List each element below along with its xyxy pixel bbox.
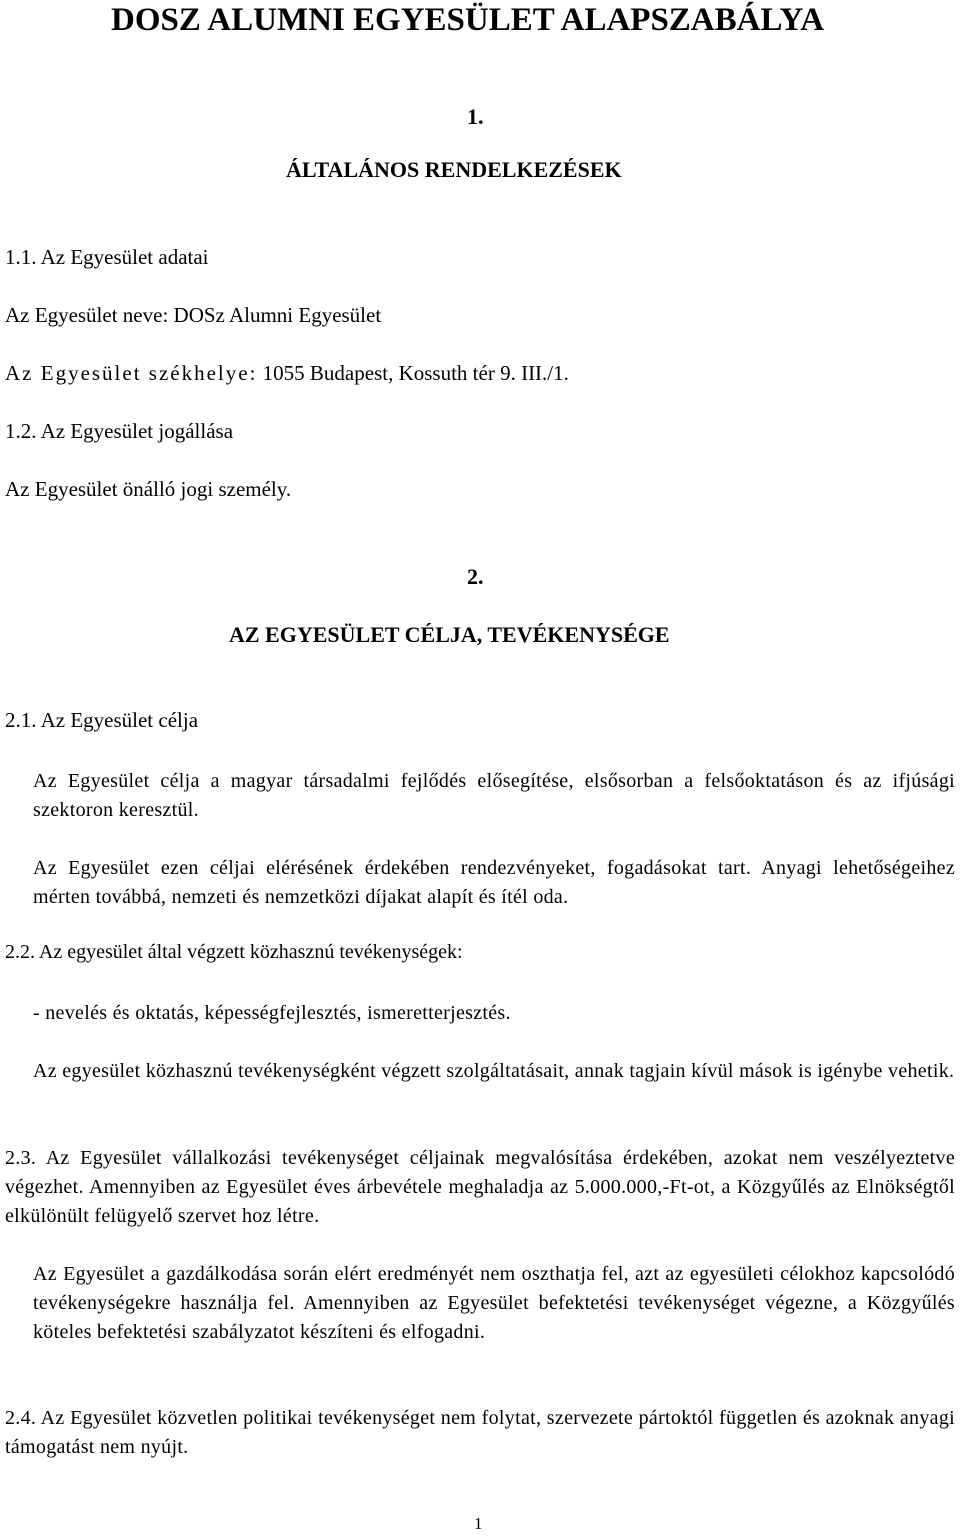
- subsection-1-1-heading: 1.1. Az Egyesület adatai: [5, 245, 209, 269]
- seat-value: 1055 Budapest, Kossuth tér 9. III./1.: [257, 361, 569, 385]
- subsection-2-3-label: 2.3.: [5, 1147, 37, 1169]
- section-2-title: AZ EGYESÜLET CÉLJA, TEVÉKENYSÉGE: [229, 622, 670, 647]
- public-activities-list: - nevelés és oktatás, képességfejlesztés, ismeretterjesztés.: [33, 1002, 511, 1024]
- economic-results-paragraph: Az Egyesület a gazdálkodása során elért eredményét nem oszthatja fel, azt az egyesületi célokhoz kapcsolódó tevékenységekre használja fel. Amennyiben az Egyesület befektetési tevékenységet végezne, a Közgyűlés köteles befektetési szabályzatot készíteni és elfogadni.: [33, 1263, 955, 1343]
- seat-label: Az Egyesület székhelye:: [5, 361, 258, 385]
- association-seat-line: [5, 361, 569, 386]
- goal-paragraph: Az Egyesület célja a magyar társadalmi fejlődés elősegítése, elsősorban a felsőoktatáson és az ifjúsági szektoron keresztül.: [33, 770, 955, 821]
- document-title: DOSZ ALUMNI EGYESÜLET ALAPSZABÁLYA: [111, 2, 825, 38]
- subsection-2-4-label: 2.4.: [5, 1407, 37, 1429]
- page-number: 1: [474, 1514, 483, 1533]
- public-services-paragraph: Az egyesület közhasznú tevékenységként végzett szolgáltatásait, annak tagjain kívül mások is igénybe vehetik.: [33, 1060, 955, 1082]
- subsection-2-3: [5, 1144, 955, 1231]
- subsection-2-4: [5, 1404, 955, 1462]
- subsection-2-4-text: Az Egyesület közvetlen politikai tevékenységet nem folytat, szervezete pártoktól független és azoknak anyagi támogatást nem nyújt.: [5, 1407, 955, 1458]
- events-paragraph: Az Egyesület ezen céljai elérésének érdekében rendezvényeket, fogadásokat tart. Anyagi lehetőségeihez mérten továbbá, nemzeti és nemzetközi díjakat alapít és ítél oda.: [33, 857, 955, 908]
- section-2-number: 2.: [467, 564, 484, 589]
- subsection-1-2-heading: 1.2. Az Egyesület jogállása: [5, 419, 234, 443]
- subsection-2-1-heading: 2.1. Az Egyesület célja: [5, 708, 199, 732]
- section-1-title: ÁLTALÁNOS RENDELKEZÉSEK: [286, 157, 622, 182]
- association-name-line: Az Egyesület neve: DOSz Alumni Egyesület: [5, 303, 382, 327]
- legal-status-line: Az Egyesület önálló jogi személy.: [5, 477, 292, 501]
- subsection-2-2-heading: 2.2. Az egyesület által végzett közhasznú tevékenységek:: [5, 941, 463, 963]
- section-1-number: 1.: [467, 104, 484, 129]
- subsection-2-3-text: Az Egyesület vállalkozási tevékenységet céljainak megvalósítása érdekében, azokat nem veszélyeztetve végezhet. Amennyiben az Egyesület éves árbevétele meghaladja az 5.000.000,-Ft-ot, a Közgyűlés az Elnökségtől elkülönült felügyelő szervet hoz létre.: [5, 1147, 955, 1227]
